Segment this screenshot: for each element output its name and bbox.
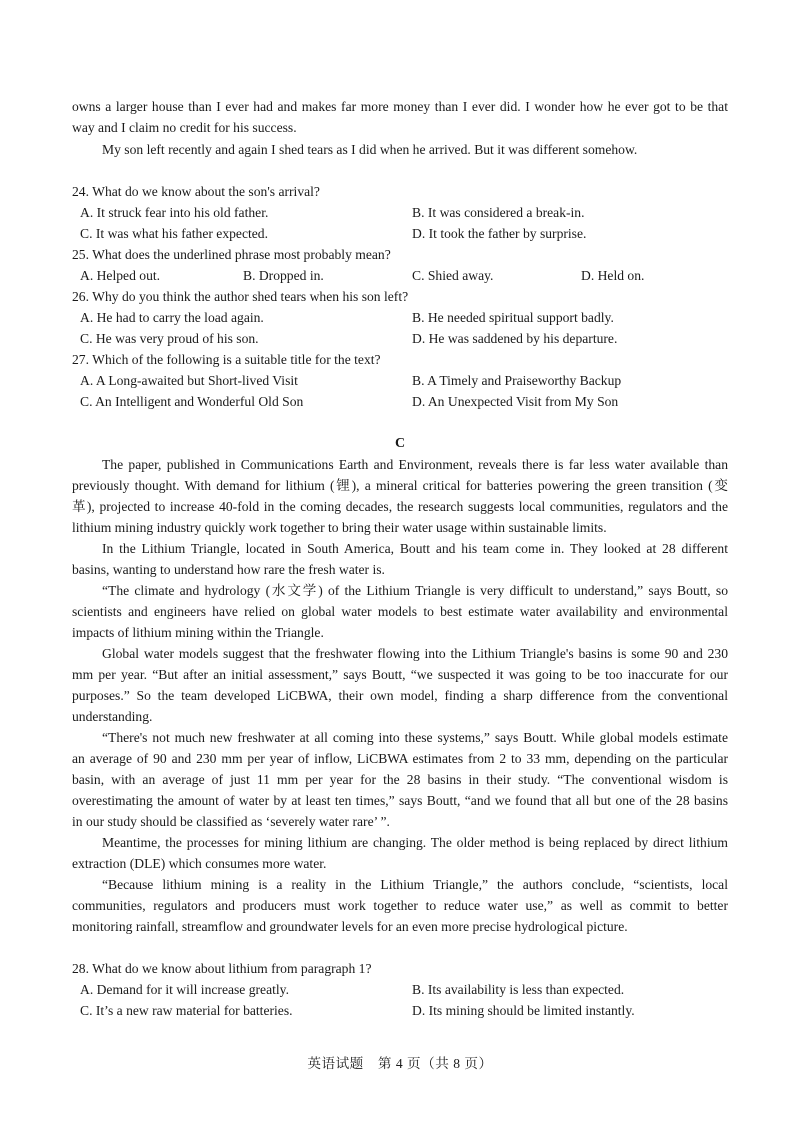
- passage-c-line-8: scientists and engineers have relied on global water models to best estimate water availability and environmental: [72, 604, 728, 619]
- passage-c-line-5: In the Lithium Triangle, located in South America, Boutt and his team come in. They looked at 28 different: [102, 541, 728, 556]
- question-24-option-a: A. It struck fear into his old father.: [80, 205, 269, 220]
- question-24-option-b: B. It was considered a break-in.: [412, 205, 585, 220]
- question-28-stem: 28. What do we know about lithium from paragraph 1?: [72, 961, 372, 976]
- passage-c-line-11: mm per year. “But after an initial assessment,” says Boutt, “we suspected it was going to be too inaccurate for our: [72, 667, 728, 682]
- question-27-option-a: A. A Long-awaited but Short-lived Visit: [80, 373, 298, 388]
- question-28-option-d: D. Its mining should be limited instantly.: [412, 1003, 635, 1018]
- passage-b-line-1: owns a larger house than I ever had and makes far more money than I ever did. I wonder how he ever got to be that: [72, 99, 728, 114]
- question-26-option-a: A. He had to carry the load again.: [80, 310, 264, 325]
- question-28-option-b: B. Its availability is less than expected.: [412, 982, 625, 997]
- passage-c-line-1: The paper, published in Communications Earth and Environment, reveals there is far less water available than: [102, 457, 728, 472]
- question-27-stem: 27. Which of the following is a suitable title for the text?: [72, 352, 381, 367]
- passage-b-line-2: way and I claim no credit for his success.: [72, 120, 297, 135]
- question-27-option-c: C. An Intelligent and Wonderful Old Son: [80, 394, 304, 409]
- question-28-option-c: C. It’s a new raw material for batteries.: [80, 1003, 293, 1018]
- passage-c-line-18: in our study should be classified as ‘severely water rare’ ”.: [72, 814, 390, 829]
- question-27-option-b: B. A Timely and Praiseworthy Backup: [412, 373, 622, 388]
- passage-c-line-20: extraction (DLE) which consumes more water.: [72, 856, 327, 871]
- page-footer: 英语试题 第 4 页（共 8 页）: [307, 1056, 493, 1071]
- passage-c-line-10: Global water models suggest that the freshwater flowing into the Lithium Triangle's basins is some 90 and 230: [102, 646, 728, 661]
- passage-c-line-22: communities, regulators and producers must work together to reduce water use,” as well as commit to better: [72, 898, 728, 913]
- question-26-option-d: D. He was saddened by his departure.: [412, 331, 618, 346]
- passage-c-line-4: lithium mining industry quickly work together to bring their water usage within sustainable limits.: [72, 520, 607, 535]
- passage-c-line-3: 革), projected to increase 40-fold in the coming decades, the research suggests local communities, regulators and the: [72, 499, 728, 514]
- passage-c-line-23: monitoring rainfall, streamflow and groundwater levels for an even more precise hydrological picture.: [72, 919, 628, 934]
- question-26-stem: 26. Why do you think the author shed tears when his son left?: [72, 289, 409, 304]
- passage-c-line-19: Meantime, the processes for mining lithium are changing. The older method is being replaced by direct lithium: [102, 835, 728, 850]
- question-26-option-b: B. He needed spiritual support badly.: [412, 310, 614, 325]
- passage-c-line-17: overestimating the amount of water by at least ten times,” says Boutt, “and we found that all but one of the 28 basins: [72, 793, 728, 808]
- question-25-option-a: A. Helped out.: [80, 268, 161, 283]
- question-25-option-d: D. Held on.: [581, 268, 645, 283]
- question-25-option-b: B. Dropped in.: [243, 268, 324, 283]
- passage-c-line-21: “Because lithium mining is a reality in the Lithium Triangle,” the authors conclude, “scientists, local: [102, 877, 728, 892]
- passage-c-line-9: impacts of lithium mining within the Triangle.: [72, 625, 324, 640]
- question-24-option-c: C. It was what his father expected.: [80, 226, 268, 241]
- question-25-option-c: C. Shied away.: [412, 268, 494, 283]
- question-25-stem: 25. What does the underlined phrase most probably mean?: [72, 247, 391, 262]
- section-c-heading: C: [394, 436, 406, 451]
- passage-c-line-12: purposes.” So the team developed LiCBWA, their own model, finding a sharp difference from the conventional: [72, 688, 728, 703]
- question-26-option-c: C. He was very proud of his son.: [80, 331, 259, 346]
- passage-c-line-14: “There's not much new freshwater at all coming into these systems,” says Boutt. While global models estimate: [102, 730, 728, 745]
- passage-c-line-13: understanding.: [72, 709, 153, 724]
- passage-c-line-2: previously thought. With demand for lithium (锂), a mineral critical for batteries powering the green transition (变: [72, 478, 728, 493]
- question-28-option-a: A. Demand for it will increase greatly.: [80, 982, 289, 997]
- passage-b-line-3: My son left recently and again I shed tears as I did when he arrived. But it was different somehow.: [102, 142, 638, 157]
- question-24-option-d: D. It took the father by surprise.: [412, 226, 587, 241]
- question-27-option-d: D. An Unexpected Visit from My Son: [412, 394, 619, 409]
- passage-c-line-6: basins, wanting to understand how rare the fresh water is.: [72, 562, 385, 577]
- passage-c-line-16: basin, with an average of just 11 mm per year for the 28 basins in their study. “The conventional wisdom is: [72, 772, 728, 787]
- passage-c-line-7: “The climate and hydrology (水文学) of the Lithium Triangle is very difficult to understand,” says Boutt, so: [102, 583, 728, 598]
- question-24-stem: 24. What do we know about the son's arrival?: [72, 184, 320, 199]
- passage-c-line-15: an average of 90 and 230 mm per year of inflow, LiCBWA estimates from 2 to 33 mm, depending on the particular: [72, 751, 728, 766]
